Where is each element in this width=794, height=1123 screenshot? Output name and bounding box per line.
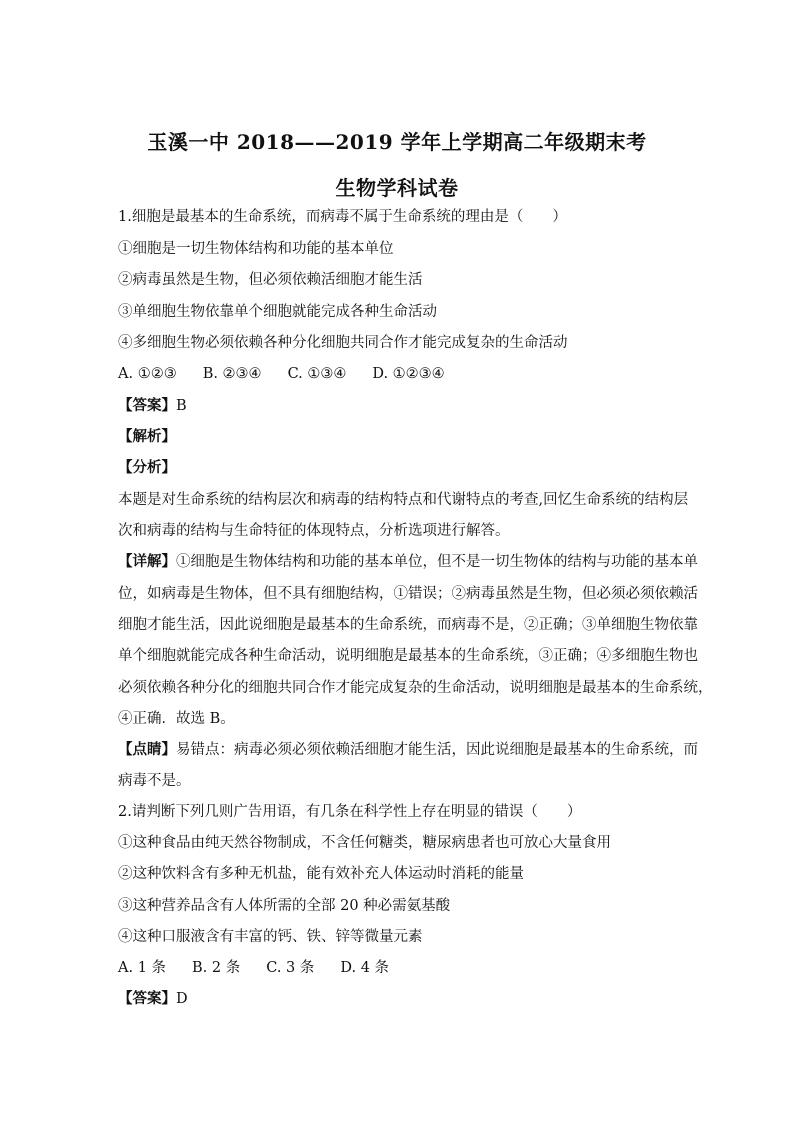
- q1-detail-line-2: 位，如病毒是生物体，但不具有细胞结构，①错误；②病毒虽然是生物，但必须必须依赖活: [118, 586, 698, 602]
- point-first-text: 易错点：病毒必须必须依赖活细胞才能生活，因此说细胞是最基本的生命系统，而: [176, 742, 698, 758]
- q1-option-c: C. ①③④: [287, 366, 347, 382]
- point-tag: 【点睛】: [118, 741, 176, 758]
- answer-tag: 【答案】: [118, 990, 176, 1007]
- q1-option-d: D. ①②③④: [372, 366, 445, 382]
- q2-item-1: ①这种食品由纯天然谷物制成，不含任何糖类，糖尿病患者也可放心大量食用: [118, 835, 611, 851]
- answer-value: D: [176, 991, 188, 1007]
- q1-detail-line-5: 必须依赖各种分化的细胞共同合作才能完成复杂的生命活动，说明细胞是最基本的生命系统，: [118, 680, 713, 696]
- answer-value: B: [176, 398, 187, 414]
- q1-detail-line-1: [118, 552, 698, 572]
- q1-item-4: ④多细胞生物必须依赖各种分化细胞共同合作才能完成复杂的生命活动: [118, 335, 568, 351]
- q1-options: [118, 364, 688, 384]
- answer-tag: 【答案】: [118, 397, 176, 414]
- q1-detail-line-4: 单个细胞就能完成各种生命活动，说明细胞是最基本的生命系统，③正确；④多细胞生物也: [118, 648, 698, 664]
- q1-stem: 1.细胞是最基本的生命系统，而病毒不属于生命系统的理由是（ ）: [118, 209, 567, 225]
- q1-answer: [118, 396, 688, 416]
- q1-detail-line-3: 细胞才能生活，因此说细胞是最基本的生命系统，而病毒不是，②正确；③单细胞生物依靠: [118, 617, 698, 633]
- q1-fenxi-tag: 【分析】: [118, 459, 176, 476]
- q2-option-c: C. 3 条: [266, 960, 315, 976]
- q1-detail-line-6: ④正确．故选 B。: [118, 711, 235, 727]
- q1-point-line-2: 病毒不是。: [118, 773, 191, 789]
- q2-answer: [118, 989, 688, 1009]
- q1-option-a: A. ①②③: [118, 366, 177, 382]
- q1-item-3: ③单细胞生物依靠单个细胞就能完成各种生命活动: [118, 304, 437, 320]
- q2-option-d: D. 4 条: [340, 960, 390, 976]
- detail-tag: 【详解】: [118, 553, 176, 570]
- q1-analysis-tag: 【解析】: [118, 428, 176, 445]
- q2-item-4: ④这种口服液含有丰富的钙、铁、锌等微量元素: [118, 929, 423, 945]
- q1-option-b: B. ②③④: [202, 366, 262, 382]
- q1-fenxi-line-2: 次和病毒的结构与生命特征的体现特点，分析选项进行解答。: [118, 523, 510, 539]
- q2-option-a: A. 1 条: [118, 960, 167, 976]
- q2-option-b: B. 2 条: [192, 960, 241, 976]
- exam-subtitle: 生物学科试卷: [335, 176, 459, 200]
- q1-item-1: ①细胞是一切生物体结构和功能的基本单位: [118, 241, 394, 257]
- q1-item-2: ②病毒虽然是生物，但必须依赖活细胞才能生活: [118, 272, 423, 288]
- q2-item-2: ②这种饮料含有多种无机盐，能有效补充人体运动时消耗的能量: [118, 866, 524, 882]
- q2-options: [118, 958, 688, 978]
- exam-title: 玉溪一中 2018——2019 学年上学期高二年级期末考: [147, 130, 647, 154]
- q2-item-3: ③这种营养品含有人体所需的全部 20 种必需氨基酸: [118, 898, 451, 914]
- q1-point-line-1: [118, 740, 698, 760]
- q1-fenxi-line-1: 本题是对生命系统的结构层次和病毒的结构特点和代谢特点的考查,回忆生命系统的结构层: [118, 492, 689, 508]
- detail-first-text: ①细胞是生物体结构和功能的基本单位，但不是一切生物体的结构与功能的基本单: [176, 554, 698, 570]
- q2-stem: 2.请判断下列几则广告用语，有几条在科学性上存在明显的错误（ ）: [118, 804, 582, 820]
